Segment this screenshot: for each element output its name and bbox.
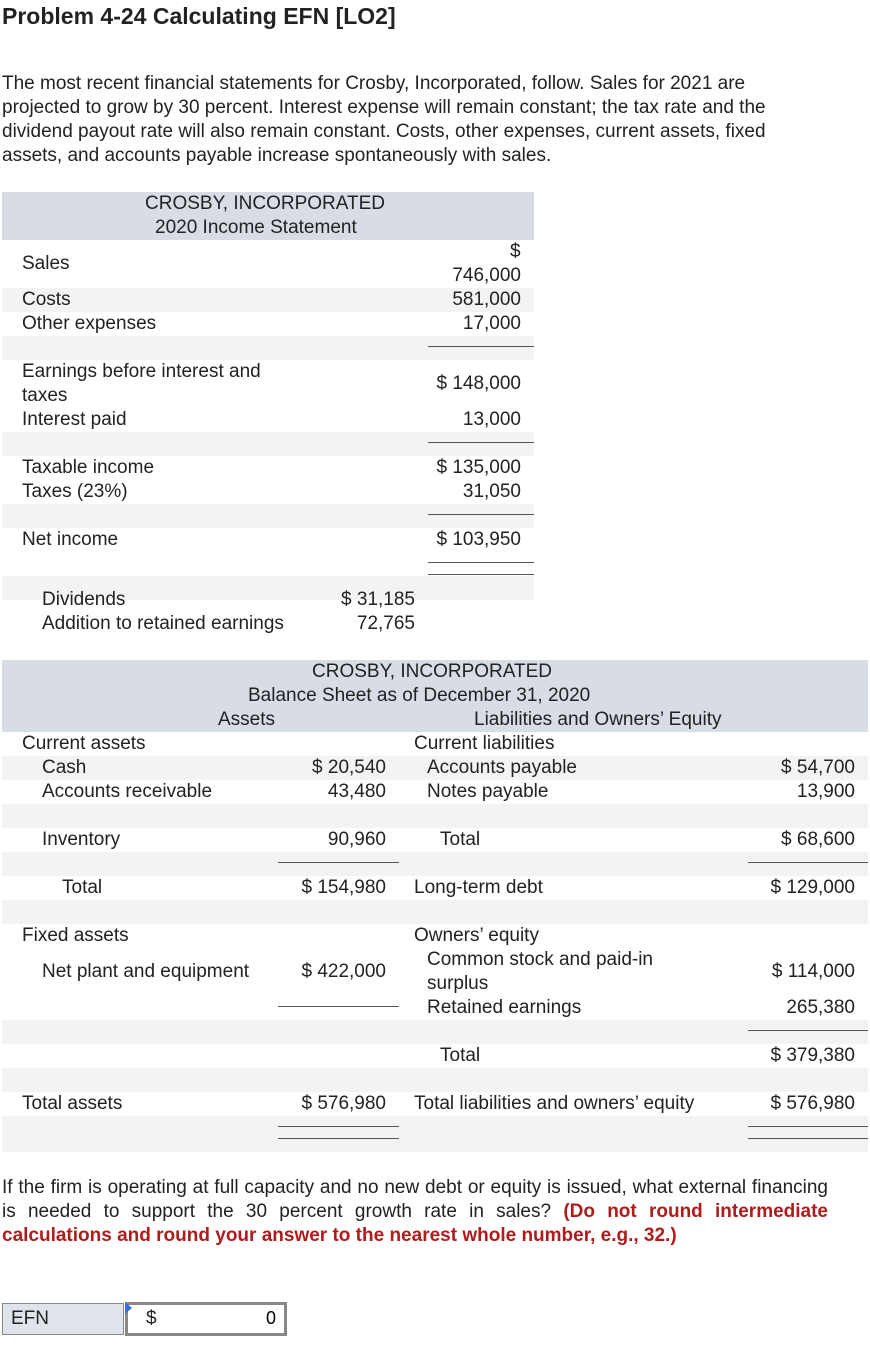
ebit-label-cont: taxes — [22, 385, 68, 406]
taxable-income-value: $ 135,000 — [436, 457, 521, 478]
taxable-income-label: Taxable income — [22, 457, 155, 478]
fixed-assets-label: Fixed assets — [22, 925, 129, 946]
current-liabilities-total-label: Total — [440, 829, 481, 850]
net-income-label: Net income — [22, 529, 119, 550]
efn-answer-box[interactable] — [125, 1302, 287, 1336]
bs-company: CROSBY, INCORPORATED — [312, 661, 553, 682]
common-stock-label: Common stock and paid-in — [427, 949, 653, 970]
is-company: CROSBY, INCORPORATED — [145, 193, 386, 214]
notes-payable-label: Notes payable — [427, 781, 549, 802]
costs-label: Costs — [22, 289, 71, 310]
inventory-label: Inventory — [42, 829, 121, 850]
liabilities-header: Liabilities and Owners’ Equity — [474, 709, 722, 730]
dividends-label: Dividends — [42, 589, 126, 610]
current-liabilities-total-value: $ 68,600 — [781, 829, 855, 850]
net-ppe-label: Net plant and equipment — [42, 961, 250, 982]
equity-total-value: $ 379,380 — [770, 1045, 855, 1066]
retained-earnings-label: Retained earnings — [427, 997, 582, 1018]
equity-total-label: Total — [440, 1045, 481, 1066]
total-liabilities-equity-value: $ 576,980 — [770, 1093, 855, 1114]
cash-label: Cash — [42, 757, 87, 778]
problem-title: Problem 4-24 Calculating EFN [LO2] — [2, 3, 396, 29]
accounts-payable-value: $ 54,700 — [781, 757, 855, 778]
retained-addition-label: Addition to retained earnings — [42, 613, 284, 634]
ebit-value: $ 148,000 — [436, 373, 521, 394]
question-text — [2, 1176, 828, 1248]
accounts-payable-label: Accounts payable — [427, 757, 577, 778]
dividends-value: $ 31,185 — [341, 589, 415, 610]
net-ppe-value: $ 422,000 — [301, 961, 386, 982]
interest-value: 13,000 — [462, 409, 521, 430]
long-term-debt-label: Long-term debt — [414, 877, 543, 898]
current-assets-label: Current assets — [22, 733, 146, 754]
efn-currency: $ — [146, 1308, 157, 1329]
ebit-label: Earnings before interest and — [22, 361, 261, 382]
total-assets-value: $ 576,980 — [301, 1093, 386, 1114]
efn-label: EFN — [2, 1303, 124, 1335]
retained-earnings-value: 265,380 — [786, 997, 855, 1018]
owners-equity-label: Owners’ equity — [414, 925, 539, 946]
total-assets-label: Total assets — [22, 1093, 123, 1114]
inventory-value: 90,960 — [327, 829, 386, 850]
question-body: If the firm is operating at full capacity and no new debt or equity is issued, what external financing is needed to support the 30 percent growth rate in sales? — [2, 1177, 828, 1222]
long-term-debt-value: $ 129,000 — [770, 877, 855, 898]
other-expenses-label: Other expenses — [22, 313, 157, 334]
is-subtitle: 2020 Income Statement — [155, 217, 357, 238]
retained-addition-value: 72,765 — [356, 613, 415, 634]
sales-label: Sales — [22, 253, 70, 274]
bs-subtitle: Balance Sheet as of December 31, 2020 — [248, 685, 591, 706]
costs-value: 581,000 — [452, 289, 521, 310]
accounts-receivable-value: 43,480 — [327, 781, 386, 802]
notes-payable-value: 13,900 — [796, 781, 855, 802]
current-assets-total-label: Total — [62, 877, 103, 898]
total-liabilities-equity-label: Total liabilities and owners’ equity — [414, 1093, 695, 1114]
other-expenses-value: 17,000 — [462, 313, 521, 334]
sales-value: 746,000 — [452, 265, 521, 286]
interest-label: Interest paid — [22, 409, 127, 430]
rounding-instruction: (Do not round intermediate calculations and round your answer to the nearest whole number, e.g., 32.) — [2, 1201, 829, 1246]
assets-header: Assets — [218, 709, 276, 730]
accounts-receivable-label: Accounts receivable — [42, 781, 213, 802]
common-stock-value: $ 114,000 — [771, 961, 855, 982]
taxes-label: Taxes (23%) — [22, 481, 128, 502]
flag-marker-icon — [125, 1302, 132, 1314]
taxes-value: 31,050 — [462, 481, 521, 502]
intro-paragraph: The most recent financial statements for Crosby, Incorporated, follow. Sales for 2021 are projected to grow by 30 percent. Interest expense will remain constant; the tax rate and the dividend payout rate will also remain constant. Costs, other expenses, current assets, fixed assets, and accounts payable increase spontaneously with sales. — [2, 73, 766, 166]
cash-value: $ 20,540 — [312, 757, 386, 778]
current-liabilities-label: Current liabilities — [414, 733, 555, 754]
net-income-value: $ 103,950 — [436, 529, 521, 550]
efn-input[interactable] — [154, 1307, 278, 1330]
current-assets-total-value: $ 154,980 — [301, 877, 386, 898]
common-stock-label-cont: surplus — [427, 973, 489, 994]
sales-currency: $ — [510, 241, 521, 262]
